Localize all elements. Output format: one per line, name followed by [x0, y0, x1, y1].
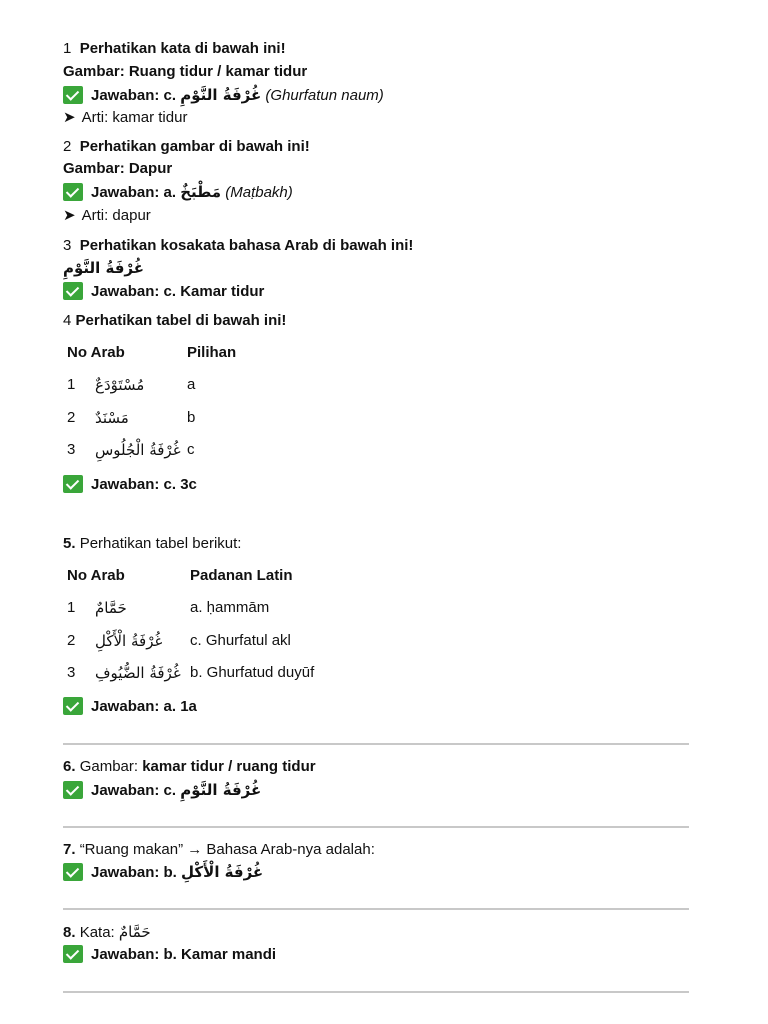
- q5-col-padanan-latin: Padanan Latin: [190, 567, 293, 584]
- q1-heading: [63, 39, 286, 59]
- q8-arabic-word: حَمَّامٌ: [118, 923, 151, 941]
- q1-answer: [63, 85, 384, 106]
- divider: [63, 743, 689, 745]
- check-box-icon: [63, 475, 83, 493]
- q5-answer-text: Jawaban: a. 1a: [91, 698, 197, 715]
- row-option: c: [187, 441, 195, 458]
- q3-number: 3: [63, 237, 72, 254]
- check-box-icon: [63, 86, 83, 104]
- q5-heading: [63, 534, 241, 554]
- q5-col-no-arab: No Arab: [67, 567, 125, 584]
- divider: [63, 826, 689, 828]
- row-arabic: غُرْفَةُ الضُّيُوفِ: [95, 664, 181, 682]
- row-latin: a. ḥammām: [190, 599, 270, 616]
- q1-arti-text: Arti: kamar tidur: [81, 109, 188, 126]
- q8-answer-text: Jawaban: b. Kamar mandi: [91, 946, 277, 963]
- row-arabic: حَمَّامٌ: [95, 599, 127, 617]
- q6-number: 6.: [63, 758, 76, 775]
- q1-arti: [63, 108, 187, 128]
- q5-answer: [63, 697, 197, 717]
- q6-bold-text: kamar tidur / ruang tidur: [142, 758, 316, 775]
- row-number: 3: [67, 664, 76, 681]
- row-number: 3: [67, 441, 76, 458]
- arrow-right-icon: ➤: [63, 207, 76, 224]
- q7-answer-arabic: غُرْفَةُ الْأَكْلِ: [181, 863, 264, 881]
- q2-answer-latin: (Maṭbakh): [225, 184, 293, 201]
- q2-answer-arabic: مَطْبَخٌ: [180, 183, 222, 201]
- q2-answer-label: Jawaban: a.: [91, 184, 177, 201]
- row-arabic: غُرْفَةُ الْأَكْلِ: [95, 632, 163, 650]
- arrow-right-icon: ➤: [63, 109, 76, 126]
- q7-answer: [63, 862, 263, 883]
- row-latin: c. Ghurfatul akl: [190, 632, 291, 649]
- q7-number: 7.: [63, 841, 76, 858]
- q3-arabic-word: غُرْفَةُ النَّوْمِ: [63, 259, 145, 277]
- q2-gambar: Gambar: Dapur: [63, 160, 173, 177]
- q6-prefix: Gambar:: [79, 758, 139, 775]
- row-number: 1: [67, 599, 76, 616]
- q4-title: Perhatikan tabel di bawah ini!: [75, 312, 287, 329]
- q6-answer-label: Jawaban: c.: [91, 782, 177, 799]
- q3-heading: [63, 236, 413, 256]
- q5-number: 5.: [63, 535, 76, 552]
- q2-heading: [63, 137, 310, 157]
- row-arabic: غُرْفَةُ الْجُلُوسِ: [95, 441, 181, 459]
- q7-heading: [63, 840, 375, 860]
- q4-col-no-arab: No Arab: [67, 344, 125, 361]
- q2-arti: [63, 206, 151, 226]
- row-number: 2: [67, 409, 76, 426]
- q8-heading: [63, 922, 151, 943]
- q4-number: 4: [63, 312, 72, 329]
- q1-answer-arabic: غُرْفَةُ النَّوْمِ: [180, 86, 262, 104]
- q8-number: 8.: [63, 924, 76, 941]
- q4-heading: [63, 311, 286, 331]
- q3-answer-text: Jawaban: c. Kamar tidur: [91, 283, 265, 300]
- q1-number: 1: [63, 40, 72, 57]
- q3-answer: [63, 282, 264, 302]
- row-latin: b. Ghurfatud duyūf: [190, 664, 315, 681]
- q2-arti-text: Arti: dapur: [81, 207, 151, 224]
- q6-heading: [63, 757, 316, 777]
- q8-answer: [63, 945, 276, 965]
- q6-answer: [63, 780, 261, 801]
- q1-gambar: Gambar: Ruang tidur / kamar tidur: [63, 63, 308, 80]
- divider: [63, 908, 689, 910]
- check-box-icon: [63, 183, 83, 201]
- row-option: a: [187, 376, 196, 393]
- q2-answer: [63, 182, 293, 203]
- q2-title: Perhatikan gambar di bawah ini!: [79, 138, 310, 155]
- q1-answer-label: Jawaban: c.: [91, 87, 177, 104]
- check-box-icon: [63, 282, 83, 300]
- q4-answer-text: Jawaban: c. 3c: [91, 476, 197, 493]
- check-box-icon: [63, 781, 83, 799]
- row-number: 1: [67, 376, 76, 393]
- q5-title: Perhatikan tabel berikut:: [79, 535, 242, 552]
- check-box-icon: [63, 945, 83, 963]
- q4-answer: [63, 475, 197, 495]
- q1-title: Perhatikan kata di bawah ini!: [79, 40, 286, 57]
- q6-answer-arabic: غُرْفَةُ النَّوْمِ: [180, 781, 262, 799]
- row-number: 2: [67, 632, 76, 649]
- q7-text: “Ruang makan” → Bahasa Arab-nya adalah:: [79, 841, 375, 858]
- q2-number: 2: [63, 138, 72, 155]
- q4-col-pilihan: Pilihan: [187, 344, 237, 361]
- divider: [63, 991, 689, 993]
- q1-answer-latin: (Ghurfatun naum): [265, 87, 384, 104]
- q7-answer-label: Jawaban: b.: [91, 864, 177, 881]
- row-arabic: مَسْنَدٌ: [95, 409, 129, 427]
- row-option: b: [187, 409, 196, 426]
- check-box-icon: [63, 863, 83, 881]
- q3-title: Perhatikan kosakata bahasa Arab di bawah ini!: [79, 237, 414, 254]
- check-box-icon: [63, 697, 83, 715]
- row-arabic: مُسْتَوْدَعٌ: [95, 376, 145, 394]
- q8-prefix: Kata:: [79, 924, 115, 941]
